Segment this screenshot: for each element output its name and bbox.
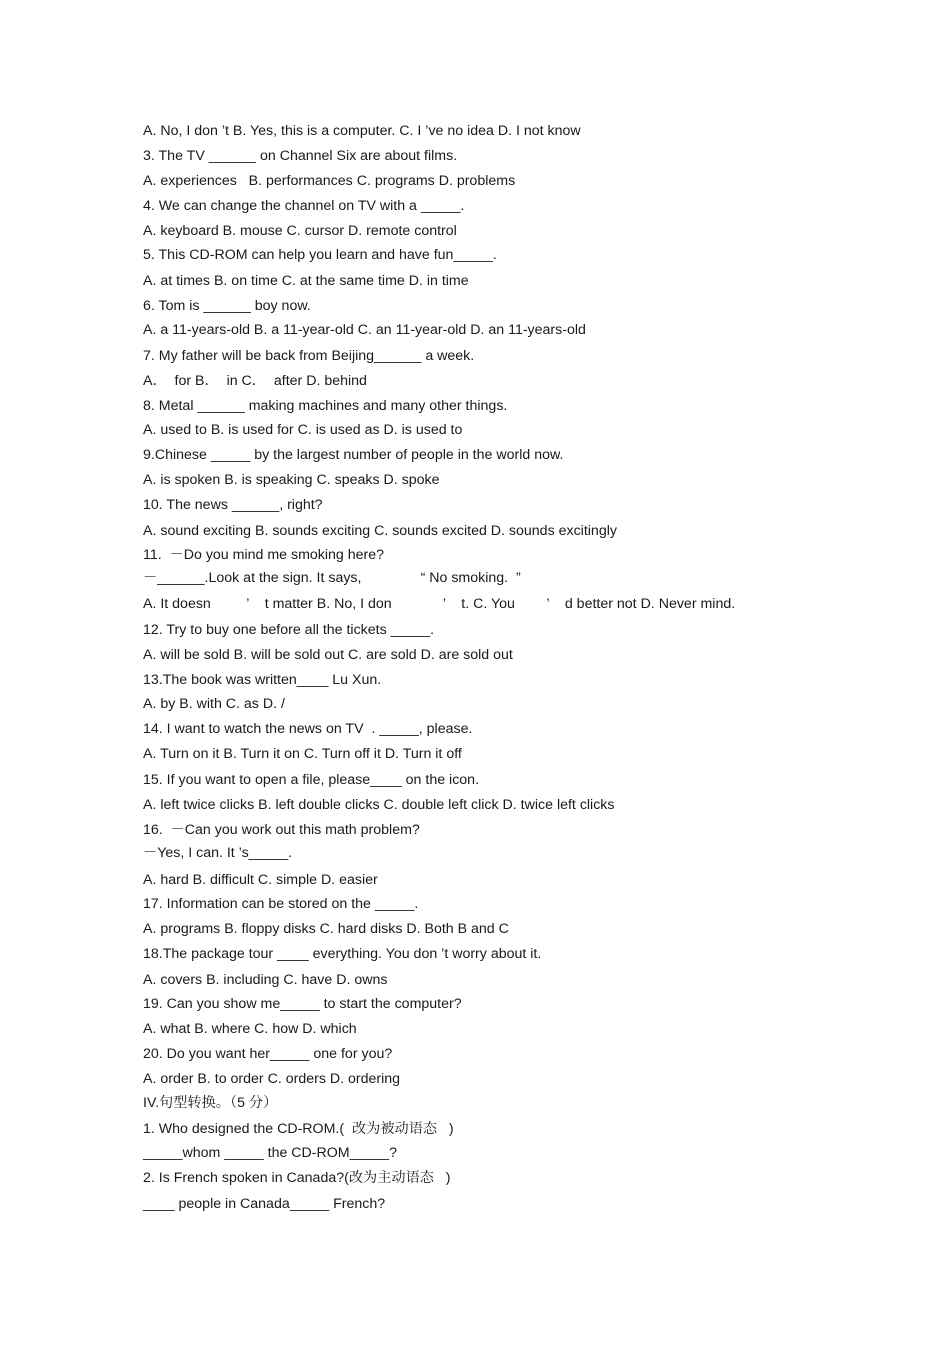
question-12: 12. Try to buy one before all the tickets _____. (143, 622, 435, 638)
question-11-reply: －______.Look at the sign. It says, “ No smoking. ” (143, 570, 521, 586)
question-3: 3. The TV ______ on Channel Six are about films. (143, 148, 458, 164)
question-18-options: A. covers B. including C. have D. owns (143, 972, 388, 988)
question-7-options: A． for B． in C． after D. behind (143, 373, 367, 389)
question-14-options: A. Turn on it B. Turn it on C. Turn off it D. Turn it off (143, 746, 462, 762)
question-12-options: A. will be sold B. will be sold out C. are sold D. are sold out (143, 647, 513, 663)
question-8: 8. Metal ______ making machines and many other things. (143, 398, 508, 414)
question-15-options: A. left twice clicks B. left double clicks C. double left click D. twice left clicks (143, 797, 615, 813)
question-5: 5. This CD-ROM can help you learn and have fun_____. (143, 247, 497, 263)
question-13: 13.The book was written____ Lu Xun. (143, 672, 382, 688)
transform-1: 1. Who designed the CD-ROM.( 改为被动语态 ) (143, 1121, 454, 1137)
question-9: 9.Chinese _____ by the largest number of people in the world now. (143, 447, 564, 463)
question-10-options: A. sound exciting B. sounds exciting C. sounds excited D. sounds excitingly (143, 523, 617, 539)
question-3-options: A. experiences B. performances C. programs D. problems (143, 173, 516, 189)
question-9-options: A. is spoken B. is speaking C. speaks D. spoke (143, 472, 440, 488)
question-4: 4. We can change the channel on TV with a _____. (143, 198, 465, 214)
transform-2: 2. Is French spoken in Canada?(改为主动语态 ) (143, 1170, 451, 1186)
question-18: 18.The package tour ____ everything. You don ’t worry about it. (143, 946, 542, 962)
question-4-options: A. keyboard B. mouse C. cursor D. remote control (143, 223, 457, 239)
question-17-options: A. programs B. floppy disks C. hard disks D. Both B and C (143, 921, 509, 937)
question-7: 7. My father will be back from Beijing______ a week. (143, 348, 475, 364)
question-17: 17. Information can be stored on the _____. (143, 896, 419, 912)
question-11: 11. －Do you mind me smoking here? (143, 547, 385, 563)
question-6-options: A. a 11-years-old B. a 11-year-old C. an 11-year-old D. an 11-years-old (143, 322, 586, 338)
question-11-options: A. It doesn ’ t matter B. No, I don ’ t. C. You ’ d better not D. Never mind. (143, 596, 736, 612)
question-20: 20. Do you want her_____ one for you? (143, 1046, 393, 1062)
transform-2-answer: ____ people in Canada_____ French? (143, 1196, 386, 1212)
transform-1-answer: _____whom _____ the CD-ROM_____? (143, 1145, 397, 1161)
question-20-options: A. order B. to order C. orders D. ordering (143, 1071, 401, 1087)
question-2-options: A. No, I don ’t B. Yes, this is a computer. C. I ’ve no idea D. I not know (143, 123, 581, 139)
question-15: 15. If you want to open a file, please____ on the icon. (143, 772, 480, 788)
question-5-options: A. at times B. on time C. at the same time D. in time (143, 273, 469, 289)
section-heading: IV.句型转换。（5 分） (143, 1095, 278, 1111)
question-10: 10. The news ______, right? (143, 497, 323, 513)
question-16-reply: －Yes, I can. It ’s_____. (143, 845, 293, 861)
question-14: 14. I want to watch the news on TV . _____, please. (143, 721, 473, 737)
question-6: 6. Tom is ______ boy now. (143, 298, 311, 314)
question-19: 19. Can you show me_____ to start the computer? (143, 996, 462, 1012)
question-16: 16. －Can you work out this math problem? (143, 822, 420, 838)
question-13-options: A. by B. with C. as D. / (143, 696, 285, 712)
question-8-options: A. used to B. is used for C. is used as D. is used to (143, 422, 463, 438)
question-19-options: A. what B. where C. how D. which (143, 1021, 357, 1037)
question-16-options: A. hard B. difficult C. simple D. easier (143, 872, 378, 888)
